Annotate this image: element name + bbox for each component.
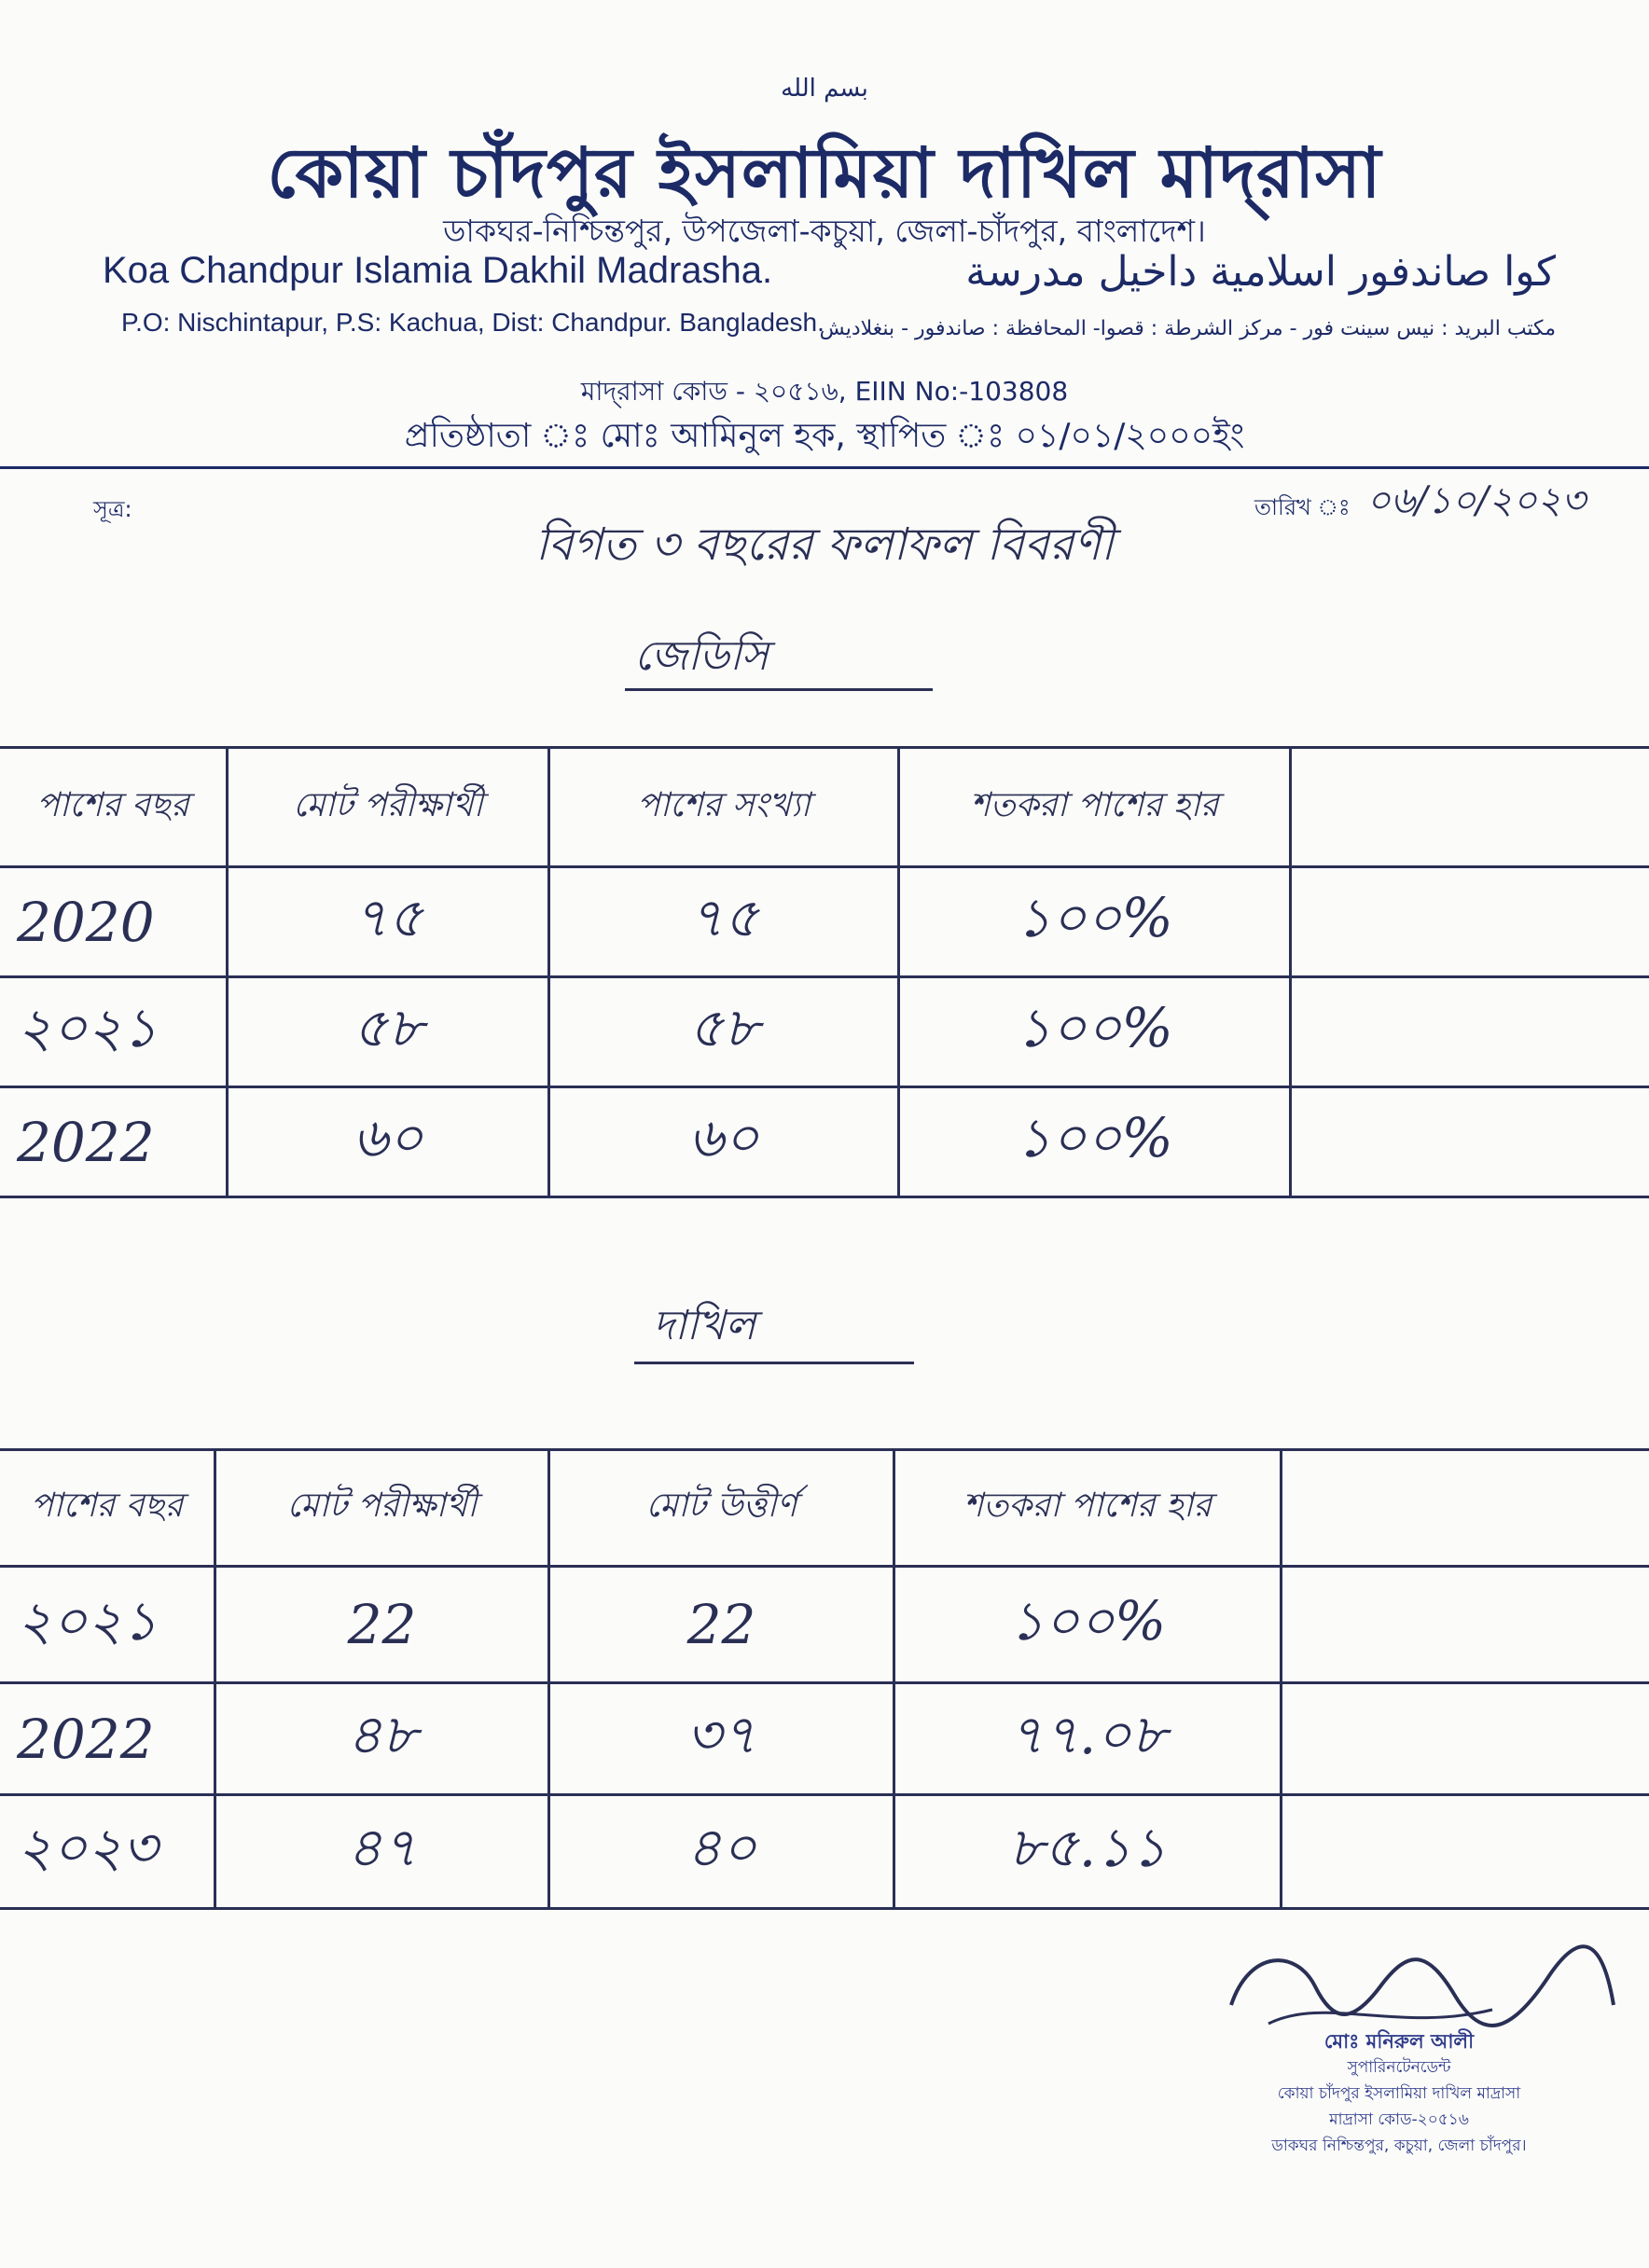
madrasa-name-ar: كوا صاندفور اسلامية داخيل مدرسة <box>965 248 1556 296</box>
year-cell: ২০২১ <box>0 977 228 1087</box>
pass-rate-cell: ১০০% <box>899 977 1291 1087</box>
header-cell: শতকরা পাশের হার <box>899 748 1291 867</box>
section-title-dakhil: দাখিল <box>653 1302 756 1349</box>
date-value: ০৬/১০/২০২৩ <box>1366 479 1586 522</box>
passed-cell: ৬০ <box>549 1087 899 1197</box>
official-stamp <box>1203 2028 1595 2159</box>
founder-line: প্রতিষ্ঠাতা ঃ মোঃ আমিনুল হক, স্থাপিত ঃ ০১/০১/২০০০ইং <box>404 417 1245 455</box>
passed-cell: ৪০ <box>549 1795 894 1909</box>
year-cell: ২০২১ <box>0 1567 215 1683</box>
blank-cell <box>1282 1567 1649 1683</box>
passed-cell: 22 <box>549 1567 894 1683</box>
document-heading: বিগত ৩ বছরের ফলাফল বিবরণী <box>535 519 1114 571</box>
examinees-cell: ৬০ <box>228 1087 549 1197</box>
madrasa-title-bn: কোয়া চাঁদপুর ইসলামিয়া দাখিল মাদ্‌রাসা <box>267 133 1382 214</box>
blank-cell <box>1282 1683 1649 1795</box>
header-cell <box>1282 1450 1649 1567</box>
pass-rate-cell: ১০০% <box>894 1567 1282 1683</box>
stamp-code: মাদ্রাসা কোড-২০৫১৬ <box>1329 2110 1469 2129</box>
examinees-cell: 22 <box>215 1567 549 1683</box>
passed-cell: ৭৫ <box>549 867 899 977</box>
examinees-cell: ৪৮ <box>215 1683 549 1795</box>
examinees-cell: ৪৭ <box>215 1795 549 1909</box>
passed-cell: ৫৮ <box>549 977 899 1087</box>
jdc-results-table <box>0 746 1649 1198</box>
header-cell: মোট পরীক্ষার্থী <box>215 1450 549 1567</box>
blank-cell <box>1291 1087 1649 1197</box>
table-row <box>0 867 1649 977</box>
arabic-header-text: بسم الله <box>781 75 868 103</box>
section-title-underline <box>634 1362 914 1364</box>
stamp-address: ডাকঘর নিশ্চিন্তপুর, কচুয়া, জেলা চাঁদপুর। <box>1271 2137 1527 2155</box>
pass-rate-cell: ১০০% <box>899 1087 1291 1197</box>
stamp-institution: কোয়া চাঁদপুর ইসলামিয়া দাখিল মাদ্রাসা <box>1277 2084 1521 2103</box>
section-title-jdc: জেডিসি <box>634 632 769 680</box>
table-header-row <box>0 748 1649 867</box>
blank-cell <box>1291 867 1649 977</box>
reference-label: সূত্র: <box>93 496 132 522</box>
year-cell: 2020 <box>0 867 228 977</box>
table-row <box>0 1795 1649 1909</box>
address-bn: ডাকঘর-নিশ্চিন্তপুর, উপজেলা-কচুয়া, জেলা-চাঁদপুর, বাংলাদেশ। <box>443 213 1206 249</box>
dakhil-results-table <box>0 1448 1649 1910</box>
examinees-cell: ৭৫ <box>228 867 549 977</box>
table-row <box>0 1087 1649 1197</box>
table-row <box>0 1567 1649 1683</box>
pass-rate-cell: ৮৫.১১ <box>894 1795 1282 1909</box>
year-cell: 2022 <box>0 1087 228 1197</box>
stamp-title: সুপারিনটেনডেন্ট <box>1347 2058 1451 2077</box>
examinees-cell: ৫৮ <box>228 977 549 1087</box>
table-header-row <box>0 1450 1649 1567</box>
header-cell: পাশের সংখ্যা <box>549 748 899 867</box>
section-title-underline <box>625 688 933 691</box>
blank-cell <box>1282 1795 1649 1909</box>
madrasa-code-line: মাদ্‌রাসা কোড - ২০৫১৬, EIIN No:-103808 <box>580 376 1069 407</box>
pass-rate-cell: ১০০% <box>899 867 1291 977</box>
table-row <box>0 977 1649 1087</box>
table-row <box>0 1683 1649 1795</box>
pass-rate-cell: ৭৭.০৮ <box>894 1683 1282 1795</box>
header-cell <box>1291 748 1649 867</box>
date-label: তারিখ ঃ <box>1254 494 1351 520</box>
blank-cell <box>1291 977 1649 1087</box>
address-ar: مكتب البريد : نيس سينت فور - مركز الشرطة : قصوا- المحافظة : صاندفور - بنغلاديش <box>819 317 1556 340</box>
passed-cell: ৩৭ <box>549 1683 894 1795</box>
header-cell: মোট উত্তীর্ণ <box>549 1450 894 1567</box>
year-cell: ২০২৩ <box>0 1795 215 1909</box>
address-en: P.O: Nischintapur, P.S: Kachua, Dist: Chandpur. Bangladesh. <box>121 308 824 337</box>
year-cell: 2022 <box>0 1683 215 1795</box>
madrasa-name-en: Koa Chandpur Islamia Dakhil Madrasha. <box>103 250 773 291</box>
stamp-name: মোঃ মনিরুল আলী <box>1323 2030 1475 2053</box>
header-cell: পাশের বছর <box>0 1450 215 1567</box>
header-cell: শতকরা পাশের হার <box>894 1450 1282 1567</box>
letterhead-divider <box>0 466 1649 469</box>
header-cell: মোট পরীক্ষার্থী <box>228 748 549 867</box>
header-cell: পাশের বছর <box>0 748 228 867</box>
